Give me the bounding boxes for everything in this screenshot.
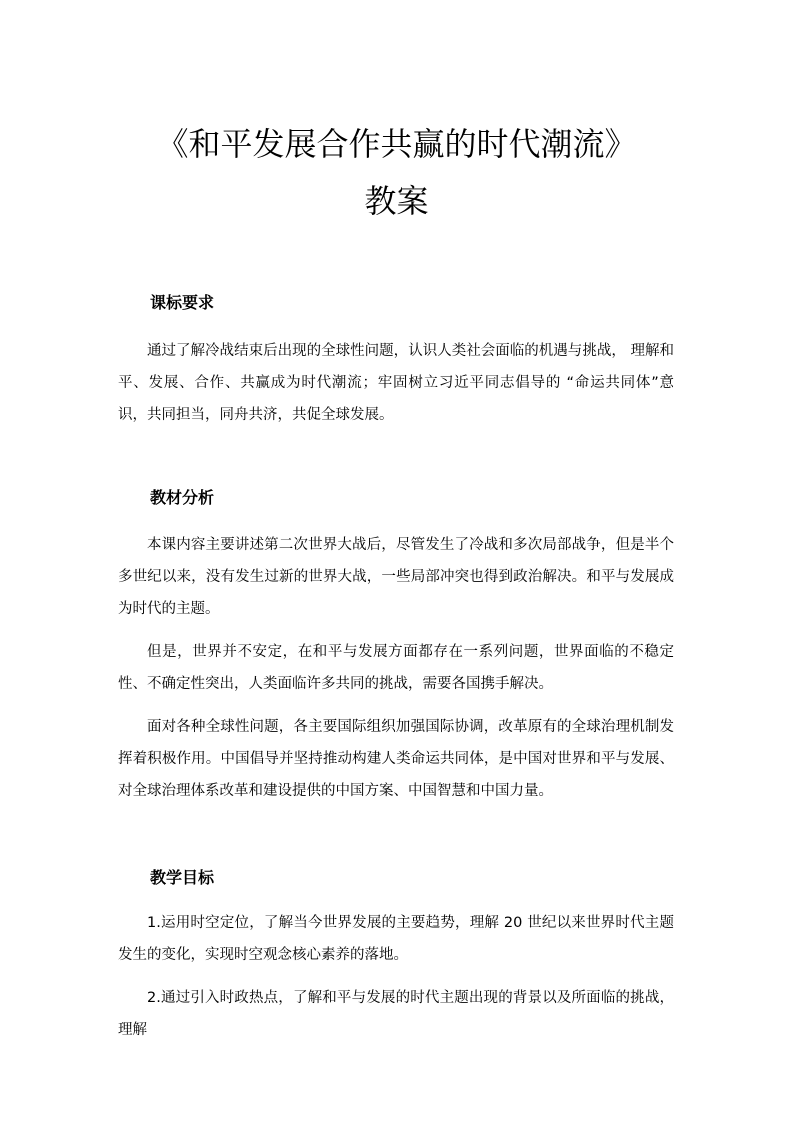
document-title: 《和平发展合作共赢的时代潮流》: [156, 125, 637, 163]
paragraph-textbook-analysis-3: 面对各种全球性问题，各主要国际组织加强国际协调，改革原有的全球治理机制发挥着积极作用。中国倡导并坚持推动构建人类命运共同体，是中国对世界和平与发展、对全球治理体系改革和建设提供的中国方案、中国智慧和中国力量。: [118, 719, 674, 799]
section-heading-curriculum-requirements: 课标要求: [150, 293, 215, 312]
paragraph-textbook-analysis-2: 但是，世界并不安定，在和平与发展方面都存在一系列问题，世界面临的不稳定性、不确定性突出，人类面临许多共同的挑战，需要各国携手解决。: [118, 644, 674, 692]
paragraph-curriculum-requirements: 通过了解冷战结束后出现的全球性问题，认识人类社会面临的机遇与挑战， 理解和平、发展、合作、共赢成为时代潮流；牢固树立习近平同志倡导的 “命运共同体”意识，共同担当，同舟共济，共促全球发展。: [118, 343, 674, 423]
section-heading-textbook-analysis: 教材分析: [150, 488, 215, 507]
section-heading-teaching-objectives: 教学目标: [150, 868, 215, 887]
document-subtitle: 教案: [364, 182, 429, 220]
paragraph-teaching-objective-1: 1.运用时空定位，了解当今世界发展的主要趋势，理解 20 世纪以来世界时代主题发生的变化，实现时空观念核心素养的落地。: [118, 915, 674, 963]
paragraph-textbook-analysis-1: 本课内容主要讲述第二次世界大战后，尽管发生了冷战和多次局部战争，但是半个多世纪以来，没有发生过新的世界大战，一些局部冲突也得到政治解决。和平与发展成为时代的主题。: [118, 537, 674, 617]
paragraph-teaching-objective-2: 2.通过引入时政热点，了解和平与发展的时代主题出现的背景以及所面临的挑战，理解: [118, 990, 674, 1038]
